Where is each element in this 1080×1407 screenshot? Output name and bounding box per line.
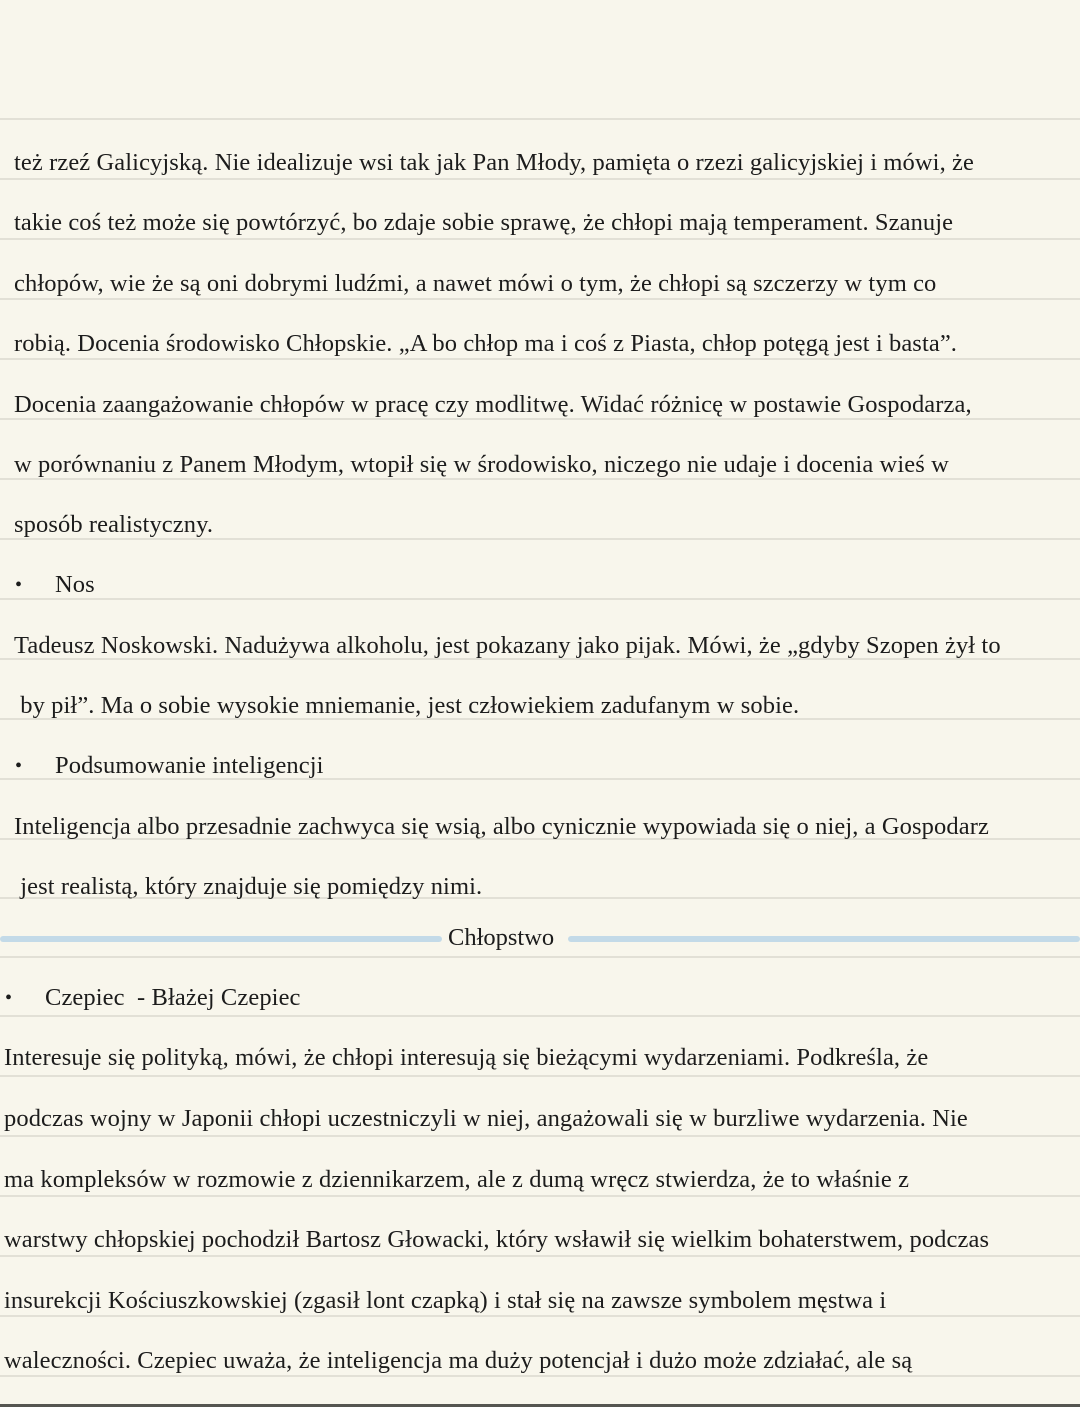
paragraph-line — [14, 314, 1080, 374]
text: Interesuje się polityką, mówi, że chłopi interesują się bieżącymi wydarzeniami. Podkreśla, że — [4, 1044, 929, 1071]
paragraph-line — [4, 1271, 1080, 1331]
paragraph-line — [14, 193, 1080, 253]
text: warstwy chłopskiej pochodził Bartosz Głowacki, który wsławił się wielkim bohaterstwem, podczas — [4, 1226, 990, 1253]
paragraph-line — [14, 133, 1080, 193]
divider-bar-left — [0, 936, 442, 942]
paragraph-line — [14, 857, 1080, 917]
bullet-icon: • — [15, 574, 23, 596]
section-heading: Chłopstwo — [448, 924, 555, 951]
text: ma kompleksów w rozmowie z dziennikarzem, ale z dumą wręcz stwierdza, że to właśnie z — [4, 1166, 910, 1193]
text: sposób realistyczny. — [14, 511, 214, 538]
paragraph-line — [4, 1089, 1080, 1149]
paragraph-line — [4, 1028, 1080, 1088]
bullet-label: Podsumowanie inteligencji — [55, 752, 324, 779]
paragraph-line — [14, 435, 1080, 495]
bullet-icon: • — [15, 755, 23, 777]
section-divider — [0, 918, 1080, 958]
paragraph-line — [4, 1150, 1080, 1210]
paragraph-line — [14, 676, 1080, 736]
bullet-item-czepiec — [0, 968, 1080, 1028]
text: Inteligencja albo przesadnie zachwyca się wsią, albo cynicznie wypowiada się o niej, a Gospodarz — [14, 813, 989, 840]
text: Docenia zaangażowanie chłopów w pracę czy modlitwę. Widać różnicę w postawie Gospodarza, — [14, 391, 972, 418]
paragraph-line — [14, 797, 1080, 857]
text: Tadeusz Noskowski. Nadużywa alkoholu, jest pokazany jako pijak. Mówi, że „gdyby Szopen żył to — [14, 632, 1001, 659]
paragraph-line — [4, 1331, 1080, 1391]
text: waleczności. Czepiec uważa, że inteligencja ma duży potencjał i dużo może zdziałać, ale są — [4, 1347, 913, 1374]
text: robią. Docenia środowisko Chłopskie. „A bo chłop ma i coś z Piasta, chłop potęgą jest i basta”. — [14, 330, 958, 357]
text: też rzeź Galicyjską. Nie idealizuje wsi tak jak Pan Młody, pamięta o rzezi galicyjskiej i mówi, że — [14, 149, 974, 176]
paragraph-line — [14, 616, 1080, 676]
text: jest realistą, który znajduje się pomiędzy nimi. — [14, 873, 483, 900]
bullet-label: Nos — [55, 571, 95, 598]
paragraph-line — [14, 254, 1080, 314]
text: by pił”. Ma o sobie wysokie mniemanie, jest człowiekiem zadufanym w sobie. — [14, 692, 800, 719]
bullet-label: Czepiec - Błażej Czepiec — [45, 984, 301, 1011]
bullet-item-summary — [0, 736, 1080, 796]
text: chłopów, wie że są oni dobrymi ludźmi, a nawet mówi o tym, że chłopi są szczerzy w tym co — [14, 270, 937, 297]
bullet-item-nos — [0, 555, 1080, 615]
text: takie coś też może się powtórzyć, bo zdaje sobie sprawę, że chłopi mają temperament. Szanuje — [14, 209, 954, 236]
text: podczas wojny w Japonii chłopi uczestniczyli w niej, angażowali się w burzliwe wydarzenia. Nie — [4, 1105, 968, 1132]
text: w porównaniu z Panem Młodym, wtopił się w środowisko, niczego nie udaje i docenia wieś w — [14, 451, 949, 478]
paragraph-line — [14, 375, 1080, 435]
paragraph-line — [14, 495, 1080, 555]
divider-bar-right — [568, 936, 1080, 942]
ruled-line — [0, 118, 1080, 120]
text: insurekcji Kościuszkowskiej (zgasił lont czapką) i stał się na zawsze symbolem męstwa i — [4, 1287, 887, 1314]
bullet-icon: • — [5, 987, 13, 1009]
paragraph-line — [4, 1210, 1080, 1270]
